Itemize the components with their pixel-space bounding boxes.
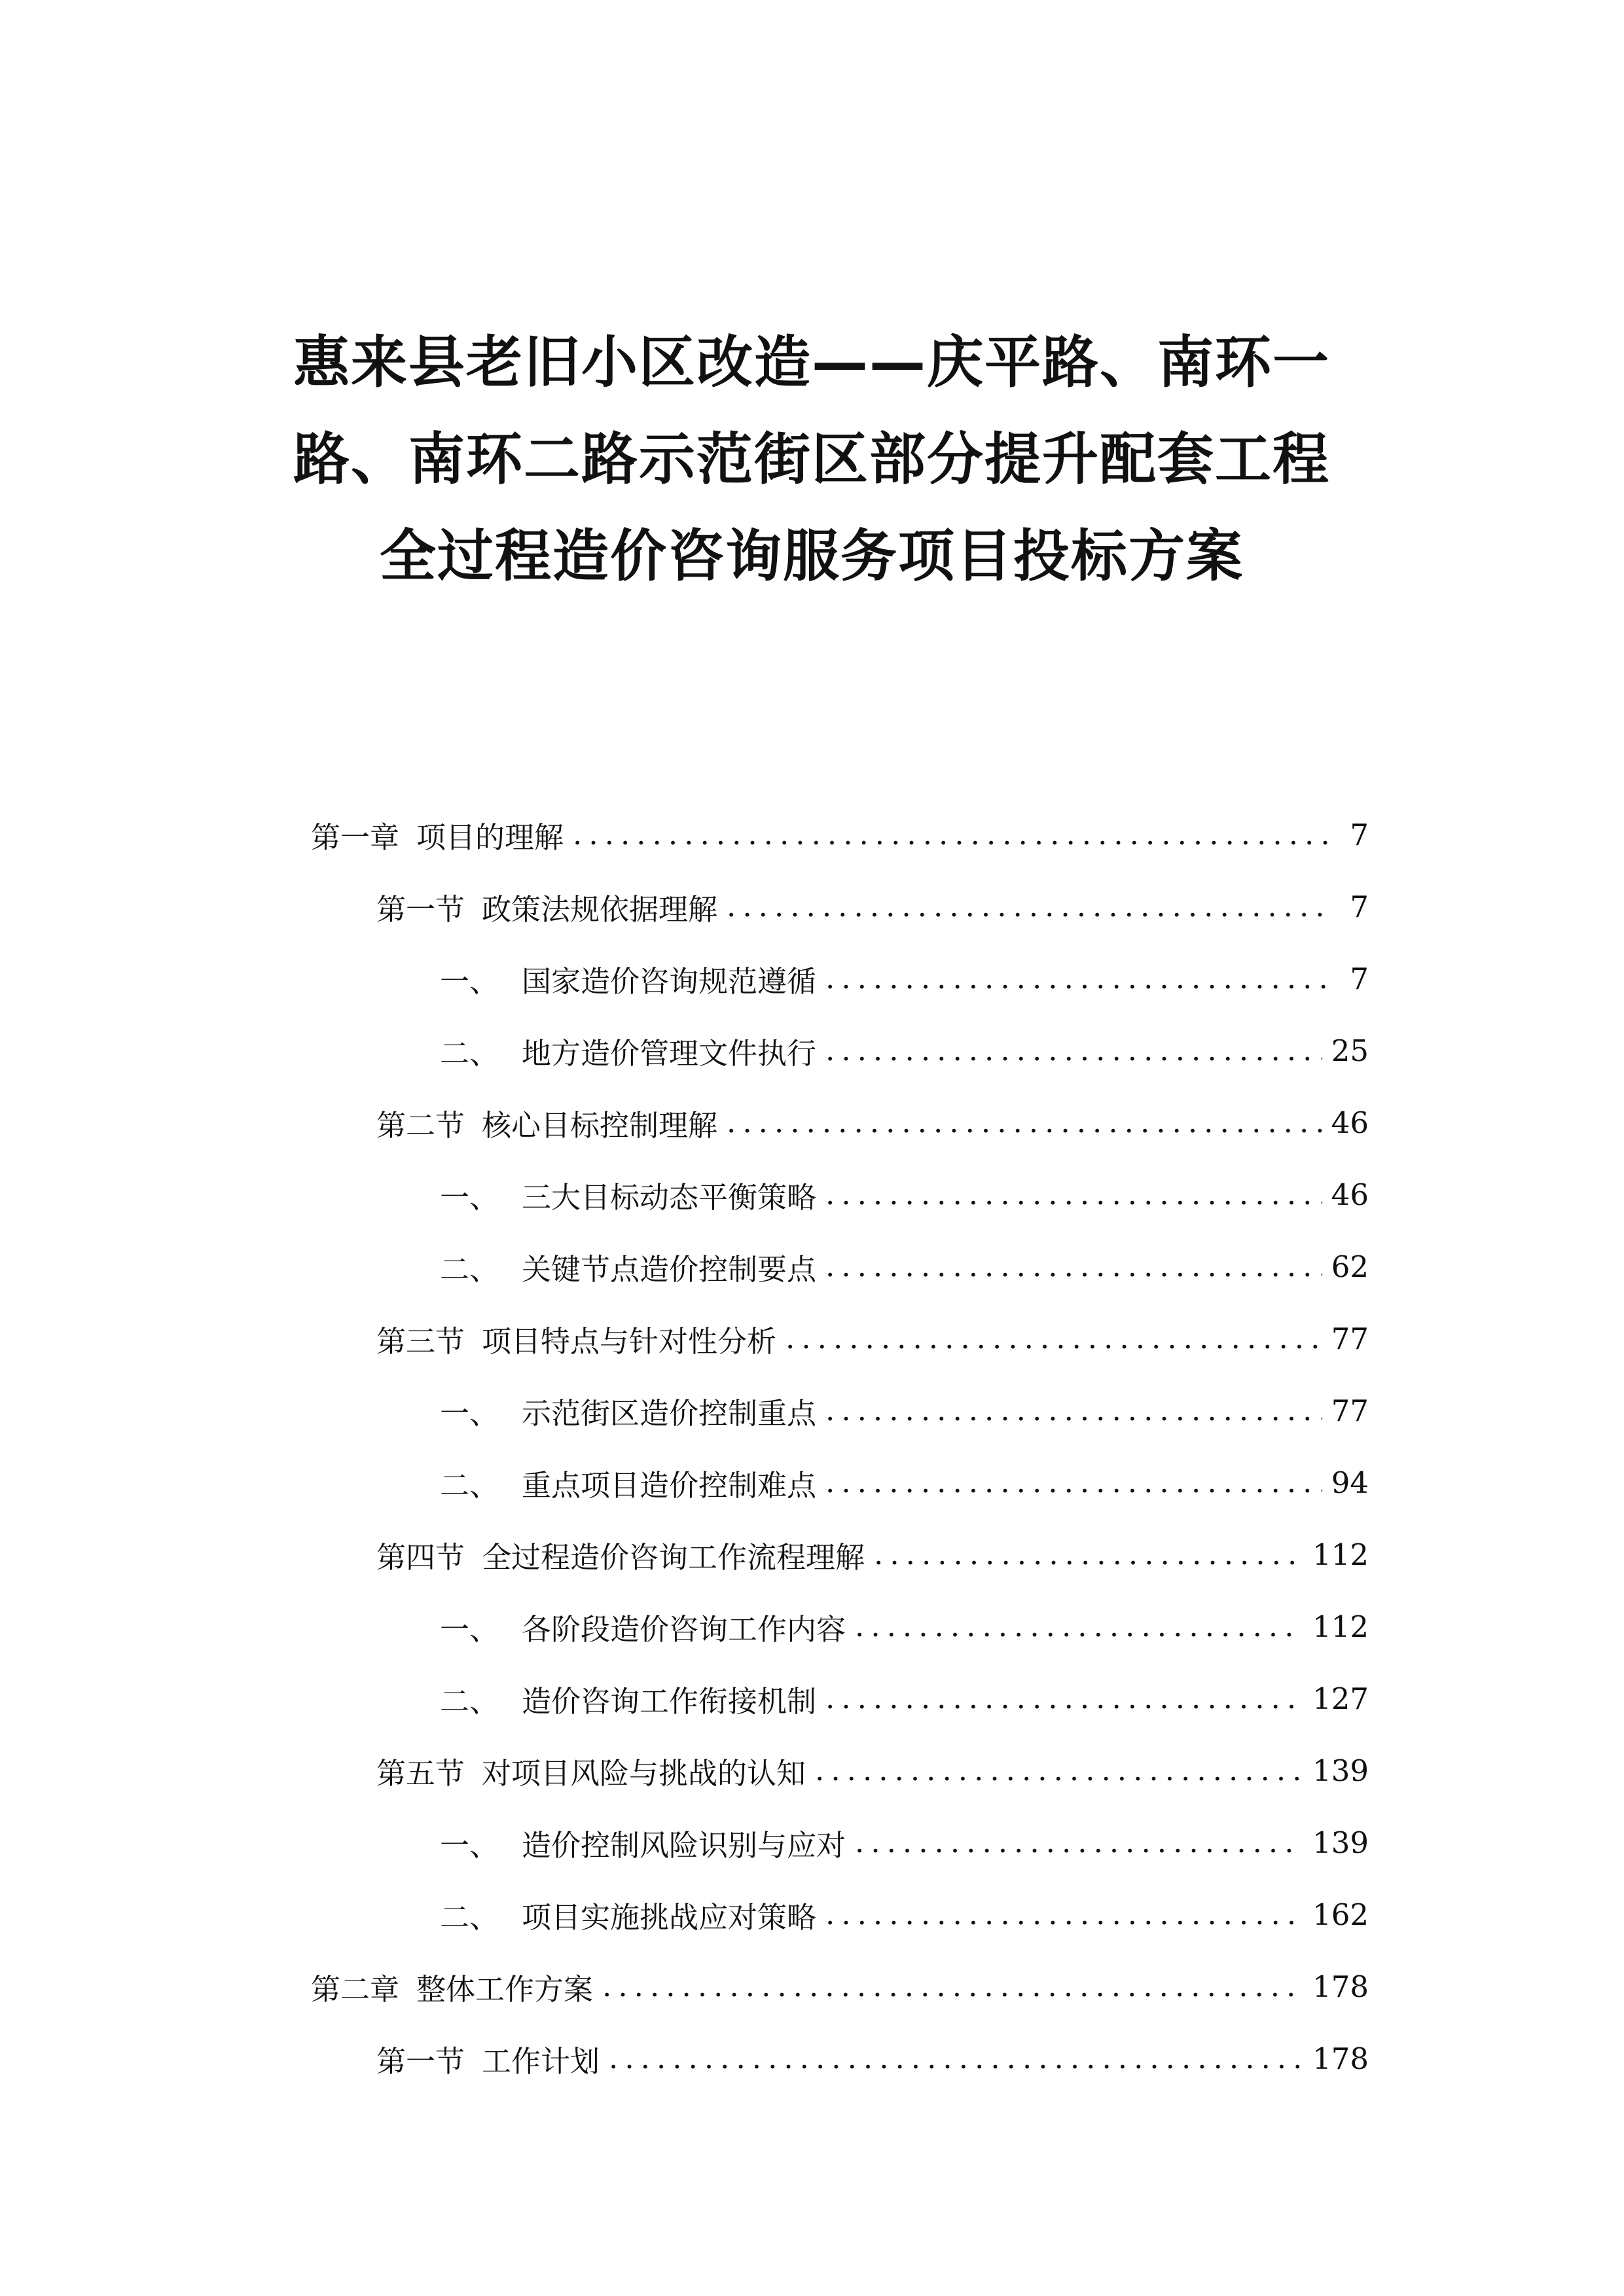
toc-entry-title: 关键节点造价控制要点 (522, 1251, 817, 1287)
toc-page-number: 77 (1331, 1321, 1369, 1356)
toc-dot-leader (825, 1896, 1303, 1933)
toc-dot-leader (825, 960, 1333, 997)
toc-entry[interactable] (440, 1024, 1369, 1077)
toc-page-number: 112 (1312, 1609, 1369, 1644)
toc-entry[interactable] (440, 1384, 1369, 1437)
toc-page-number: 77 (1331, 1393, 1369, 1428)
toc-dot-leader (825, 1176, 1322, 1213)
toc-entry[interactable] (440, 1600, 1369, 1653)
toc-entry[interactable] (440, 1888, 1369, 1941)
toc-entry-title: 造价控制风险识别与应对 (522, 1827, 846, 1863)
toc-dot-leader (855, 1824, 1303, 1861)
toc-page-number: 178 (1312, 2041, 1369, 2076)
toc-entry[interactable] (376, 1528, 1369, 1581)
toc-dot-leader (825, 1680, 1303, 1717)
toc-entry[interactable] (376, 2032, 1369, 2085)
toc-entry[interactable] (376, 1312, 1369, 1365)
toc-entry-number: 第二节 (376, 1107, 465, 1143)
toc-dot-leader (825, 1464, 1322, 1501)
toc-entry-title: 各阶段造价咨询工作内容 (522, 1611, 846, 1647)
toc-page-number: 25 (1331, 1033, 1369, 1068)
toc-dot-leader (785, 1320, 1322, 1357)
toc-entry[interactable] (376, 1096, 1369, 1149)
toc-entry-title: 地方造价管理文件执行 (522, 1035, 817, 1071)
toc-entry[interactable] (376, 880, 1369, 933)
toc-entry-number: 一、 (440, 1179, 499, 1215)
toc-page-number: 46 (1331, 1177, 1369, 1212)
toc-dot-leader (727, 888, 1333, 925)
toc-page-number: 162 (1312, 1897, 1369, 1932)
toc-dot-leader (727, 1104, 1322, 1141)
toc-dot-leader (815, 1752, 1303, 1789)
toc-entry-number: 第三节 (376, 1323, 465, 1359)
toc-entry-title: 重点项目造价控制难点 (522, 1467, 817, 1503)
toc-entry[interactable] (311, 1960, 1369, 2013)
toc-dot-leader (855, 1608, 1303, 1645)
toc-page-number: 178 (1312, 1969, 1369, 2004)
toc-page-number: 139 (1312, 1825, 1369, 1860)
toc-entry[interactable] (440, 1672, 1369, 1725)
toc-entry-title: 政策法规依据理解 (482, 891, 718, 927)
toc-page-number: 94 (1331, 1465, 1369, 1500)
toc-entry-title: 三大目标动态平衡策略 (522, 1179, 817, 1215)
toc-entry-number: 第二章 (311, 1971, 400, 2007)
toc-entry[interactable] (440, 1816, 1369, 1869)
toc-entry[interactable] (440, 1168, 1369, 1221)
toc-page-number: 112 (1312, 1537, 1369, 1572)
toc-page-number: 127 (1312, 1681, 1369, 1716)
toc-page-number: 7 (1350, 817, 1369, 852)
toc-page-number: 139 (1312, 1753, 1369, 1788)
toc-entry-number: 二、 (440, 1251, 499, 1287)
toc-entry[interactable] (376, 1744, 1369, 1797)
toc-entry-number: 一、 (440, 1611, 499, 1647)
toc-entry[interactable] (440, 1240, 1369, 1293)
toc-dot-leader (825, 1248, 1322, 1285)
toc-entry[interactable] (440, 952, 1369, 1005)
toc-page-number: 7 (1350, 889, 1369, 924)
toc-entry-title: 项目特点与针对性分析 (482, 1323, 777, 1359)
toc-dot-leader (602, 1968, 1303, 2005)
toc-entry[interactable] (440, 1456, 1369, 1509)
toc-entry-number: 第四节 (376, 1539, 465, 1575)
toc-entry-title: 造价咨询工作衔接机制 (522, 1683, 817, 1719)
toc-entry-title: 全过程造价咨询工作流程理解 (482, 1539, 865, 1575)
title-line-2: 路、南环二路示范街区部分提升配套工程 (293, 427, 1330, 492)
toc-entry-number: 一、 (440, 1395, 499, 1431)
toc-dot-leader (609, 2040, 1303, 2077)
title-line-1: 惠来县老旧小区改造——庆平路、南环一 (293, 330, 1330, 395)
toc-entry-number: 一、 (440, 1827, 499, 1863)
toc-entry-title: 对项目风险与挑战的认知 (482, 1755, 806, 1791)
toc-dot-leader (573, 816, 1333, 853)
toc-entry-number: 二、 (440, 1899, 499, 1935)
toc-entry-number: 第五节 (376, 1755, 465, 1791)
toc-entry-title: 项目的理解 (416, 819, 564, 855)
toc-entry[interactable] (311, 808, 1369, 861)
document-title (216, 314, 1407, 605)
toc-entry-title: 国家造价咨询规范遵循 (522, 963, 817, 999)
toc-dot-leader (825, 1032, 1322, 1069)
title-line-3: 全过程造价咨询服务项目投标方案 (380, 524, 1244, 589)
toc-page-number: 62 (1331, 1249, 1369, 1284)
toc-entry-title: 工作计划 (482, 2043, 600, 2079)
toc-page-number: 7 (1350, 961, 1369, 996)
toc-dot-leader (874, 1536, 1303, 1573)
toc-entry-number: 一、 (440, 963, 499, 999)
toc-dot-leader (825, 1392, 1322, 1429)
toc-entry-title: 整体工作方案 (416, 1971, 594, 2007)
toc-entry-number: 二、 (440, 1467, 499, 1503)
toc-entry-number: 第一节 (376, 891, 465, 927)
toc-entry-title: 项目实施挑战应对策略 (522, 1899, 817, 1935)
toc-entry-number: 二、 (440, 1035, 499, 1071)
toc-entry-title: 示范街区造价控制重点 (522, 1395, 817, 1431)
toc-entry-number: 第一节 (376, 2043, 465, 2079)
toc-page-number: 46 (1331, 1105, 1369, 1140)
toc-entry-number: 二、 (440, 1683, 499, 1719)
toc-entry-number: 第一章 (311, 819, 400, 855)
toc-entry-title: 核心目标控制理解 (482, 1107, 718, 1143)
